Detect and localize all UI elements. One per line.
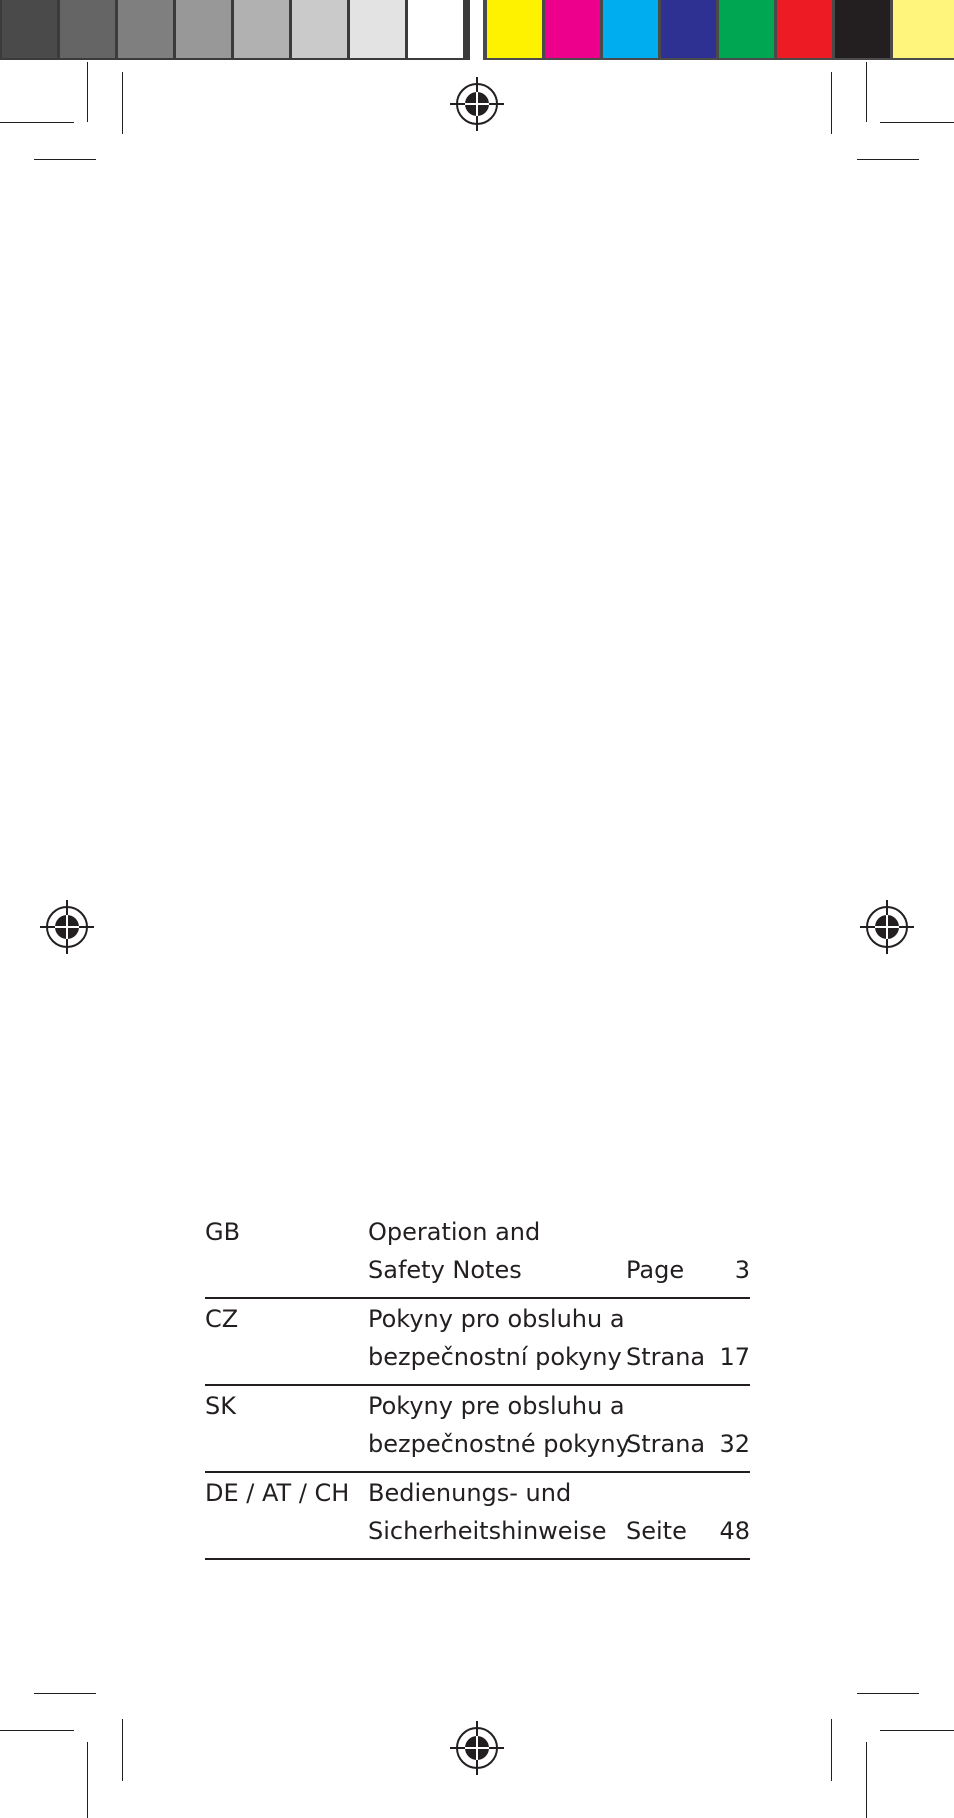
gray-swatch [60,0,115,58]
gray-swatch [350,0,405,58]
color-swatch [545,0,600,58]
crop-mark [880,122,954,123]
crop-mark [87,1742,88,1818]
crop-mark [0,122,74,123]
language-contents-table [205,1212,750,1560]
color-swatch [835,0,890,58]
language-code: CZ [205,1305,239,1333]
crop-mark [866,62,867,122]
gray-swatch [118,0,173,58]
crop-mark [34,1693,96,1694]
language-code: GB [205,1218,241,1246]
crop-mark [857,1693,919,1694]
section-title-line2: Sicherheitshinweise [368,1517,607,1545]
color-swatch [719,0,774,58]
registration-mark-icon [450,1721,504,1775]
language-code: DE / AT / CH [205,1479,350,1507]
crop-mark [0,1730,74,1731]
gray-swatch [408,0,463,58]
section-title-line2: Safety Notes [368,1256,522,1284]
crop-mark [34,159,96,160]
section-title-line2: bezpečnostné pokyny [368,1430,630,1458]
section-title-line1: Bedienungs- und [368,1479,572,1507]
section-title-line1: Pokyny pre obsluhu a [368,1392,625,1420]
registration-mark-icon [860,900,914,954]
color-swatch [487,0,542,58]
page-label: Strana [626,1430,706,1458]
color-swatch [661,0,716,58]
page-label: Seite [626,1517,687,1545]
language-code: SK [205,1392,236,1420]
registration-mark-icon [40,900,94,954]
gray-swatch [234,0,289,58]
toc-row [205,1386,750,1473]
gray-swatch [2,0,57,58]
gray-swatch [176,0,231,58]
color-calibration-bar [0,0,954,60]
page-number: 3 [734,1256,750,1284]
crop-mark [857,159,919,160]
page-number: 17 [719,1343,750,1371]
crop-mark [831,1719,832,1781]
section-title-line1: Pokyny pro obsluhu a [368,1305,625,1333]
color-swatch [777,0,832,58]
crop-mark [880,1730,954,1731]
registration-mark-icon [450,77,504,131]
page-number: 32 [719,1430,750,1458]
toc-row [205,1473,750,1560]
page-label: Page [626,1256,685,1284]
page-label: Strana [626,1343,706,1371]
crop-mark [122,1719,123,1781]
page-number: 48 [719,1517,750,1545]
crop-mark [831,72,832,134]
gray-swatch [292,0,347,58]
section-title-line2: bezpečnostní pokyny [368,1343,622,1371]
color-swatch [603,0,658,58]
toc-row [205,1299,750,1386]
crop-mark [122,72,123,134]
toc-row [205,1212,750,1299]
crop-mark [866,1742,867,1818]
section-title-line1: Operation and [368,1218,541,1246]
crop-mark [87,62,88,122]
color-swatch [893,0,954,58]
